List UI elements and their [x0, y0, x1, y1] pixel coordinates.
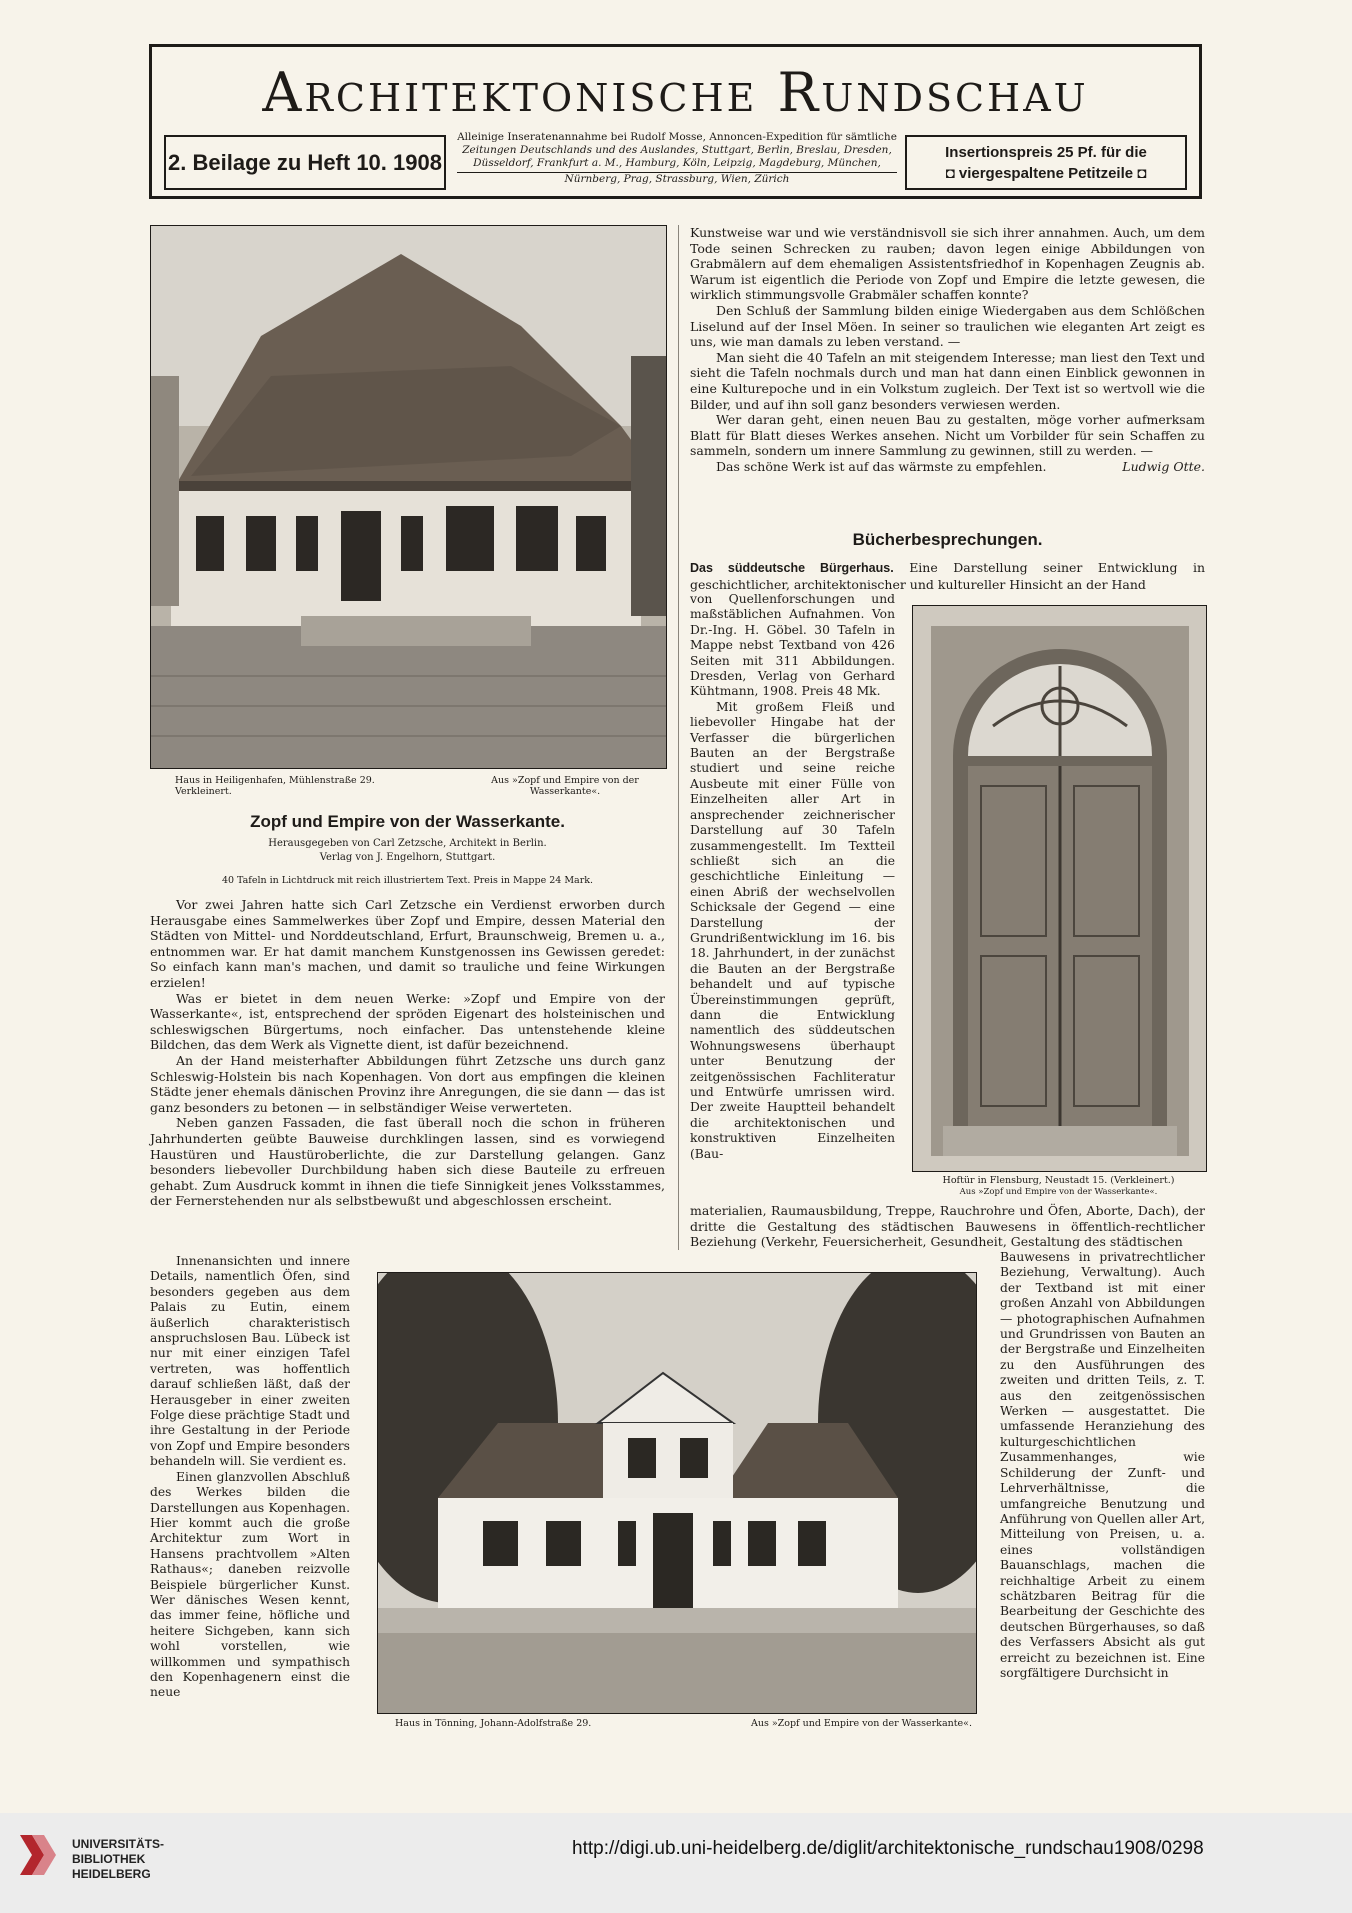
agency-line: Alleinige Inseratenannahme bei Rudolf Mosse, Annoncen-Expedition für sämtliche [457, 131, 897, 143]
library-name [72, 1837, 164, 1882]
paragraph: Was er bietet in dem neuen Werke: »Zopf und Empire von der Wasserkante«, ist, entsprechend der spröden Eigenart des holsteinischen und schleswigschen Bürgertums, noch einfacher. Das untenstehende kleine Bildchen, das dem Werk als Vignette dient, ist dafür bezeichnend. [150, 990, 665, 1053]
paragraph: Einen glanzvollen Abschluß des Werkes bilden die Darstellungen aus Kopenhagen. Hier kommt auch die große Architektur zum Wort in Hansens prachtvollem »Alten Rathaus«; daneben reizvolle Beispiele bürgerlicher Kunst. Wer dänisches Wesen kennt, das immer feine, höfliche und heitere Sichgeben, kann sich wohl vorstellen, wie willkommen und sympathisch den Kopenhagenern einst die neue [150, 1469, 350, 1700]
paragraph: Neben ganzen Fassaden, die fast überall noch die schon in früheren Jahrhunderten geübte Bauweise durchklingen lassen, sind es vorwiegend Haustüren und Haustüroberlichte, die zur Darstellung gelangen. Ganz besonders liebevoller Durchbildung haben sich diese Bauteile zu erfreuen gehabt. Zum Ausdruck kommt in ihnen die tiefe Sinnigkeit jenes Volksstammes, der Fernerstehenden nur als selbstbewußt und abgeschlossen erscheint. [150, 1115, 665, 1209]
reviews-narrow-body-2 [1000, 1250, 1205, 1681]
reviews-narrow-body [690, 592, 895, 1162]
paragraph: Vor zwei Jahren hatte sich Carl Zetzsche ein Verdienst erworben durch Herausgabe eines Sammelwerkes über Zopf und Empire, dessen Material den Städten von Mittel- und Norddeutschland, Erfurt, Braunschweig, Bremen u. a., entnommen war. Er hat damit manchem Kunstgenossen ins Gewissen geredet: So einfach kann man's machen, und damit so trauliche und feine Wirkungen erzielen! [150, 897, 665, 990]
article1-body [150, 897, 665, 1209]
book-title: Das süddeutsche Bürgerhaus. [690, 561, 894, 575]
agency-line: Zeitungen Deutschlands und des Auslandes, Stuttgart, Berlin, Breslau, Dresden, [462, 144, 892, 156]
photo2-caption1: Hoftür in Flensburg, Neustadt 15. (Verkleinert.) [942, 1175, 1175, 1186]
photo3-caption-left: Haus in Tönning, Johann-Adolfstraße 29. [395, 1718, 592, 1729]
issue-box: 2. Beilage zu Heft 10. 1908 [164, 135, 446, 190]
paragraph: Man sieht die 40 Tafeln an mit steigendem Interesse; man liest den Text und sieht die Tafeln nochmals durch und man hat dann einen Einblick gewonnen in eine Kulturepoche und in ein Volkstum zugleich. Der Text ist so wertvoll wie die Bilder, und auf ihn soll ganz besonders verwiesen werden. [690, 349, 1205, 412]
photo-flensburg-door [912, 605, 1207, 1172]
photo1-caption-right: Aus »Zopf und Empire von der Wasserkante«. [491, 775, 639, 797]
paragraph [690, 459, 1205, 475]
paragraph: Den Schluß der Sammlung bilden einige Wiedergaben aus dem Schlößchen Liselund auf der Insel Möen. In seiner so traulichen wie eleganten Art zeigt es uns, wie man damals zu leben verstand. — [690, 302, 1205, 350]
paragraph: Innenansichten und innere Details, namentlich Öfen, sind besonders gegeben aus dem Palais zu Eutin, einem äußerlich charakteristisch anspruchslosen Bau. Lübeck ist nur mit einer einzigen Tafel vertreten, was hoffentlich darauf schließen läßt, daß der Herausgeber in einer zweiten Folge diese prächtige Stadt und ihre Gestaltung in der Periode von Zopf und Empire besonders behandeln will. Sie verdient es. [150, 1254, 350, 1469]
paragraph [690, 560, 1205, 592]
price-box [905, 135, 1187, 190]
masthead [149, 44, 1202, 199]
paragraph: Bauwesens in privatrechtlicher Beziehung, Verwaltung). Auch der Textband ist mit einer großen Anzahl von Abbildungen — photographischen Aufnahmen und Grundrissen von Bauten an der Bergstraße und Einzelheiten zu den Ausführungen des zweiten und dritten Teils, z. T. aus den zeitgenössischen Werken — ausgestattet. Die umfassende Heranziehung des kulturgeschichtlichen Zusammenhanges, wie Schilderung der Zunft- und Lehrverhältnisse, die umfangreiche Benutzung und Anführung von Quellen aller Art, Mitteilung von Preisen, u. a. eines vollständigen Bauanschlags, machen die reichhaltige Arbeit zu einem schätzbaren Beitrag für die Bearbeitung der Geschichte des deutschen Bürgerhauses, so daß des Verfassers Absicht als gut erreicht zu bezeichnen ist. Eine sorgfältigere Durchsicht in [1000, 1250, 1205, 1680]
house-photo-illustration [378, 1273, 976, 1713]
signature: Ludwig Otte. [1122, 458, 1205, 474]
library-name-line: BIBLIOTHEK [72, 1852, 146, 1866]
permalink-url[interactable]: http://digi.ub.uni-heidelberg.de/diglit/architektonische_rundschau1908/0298 [572, 1838, 1204, 1859]
paragraph: Mit großem Fleiß und liebevoller Hingabe hat der Verfasser die bürgerlichen Bauten an der Bergstraße studiert und seine reiche Ausbeute mit einer Fülle von Einzelheiten aller Art in ansprechender zeichnerischer Darstellung auf 30 Tafeln zusammengestellt. Im Textteil schließt sich an die geschichtliche Einleitung — einen Abriß der wechselvollen Schicksale der Gegend — eine Darstellung der Grundrißentwicklung im 16. bis 18. Jahrhundert, in der zunächst die Bauten an der Bergstraße behandelt und auf typische Übereinstimmungen geprüft, dann die Entwicklung namentlich des süddeutschen Wohnungswesens überhaupt unter Benutzung der zeitgenössischen Fachliteratur und Entwürfe umrissen wird. Der zweite Hauptteil behandelt die architektonischen und konstruktiven Einzelheiten (Bau- [690, 699, 895, 1161]
photo-heiligenhafen-house [150, 225, 667, 769]
door-photo-illustration [913, 606, 1206, 1171]
column-divider [678, 225, 679, 1250]
library-name-line: HEIDELBERG [72, 1867, 151, 1881]
paragraph: An der Hand meisterhafter Abbildungen führt Zetzsche uns durch ganz Schleswig-Holstein bis nach Kopenhagen. Von dort aus empfingen die kleinen Städte jener ehemals dänischen Provinz ihre Anregungen, die sie dann — das ist ganz besonders zu betonen — in selbständiger Weise verwerteten. [150, 1052, 665, 1115]
photo2-caption2: Aus »Zopf und Empire von der Wasserkante«. [959, 1187, 1158, 1197]
price-line: ◘ viergespaltene Petitzeile ◘ [945, 165, 1147, 182]
paragraph: Wer daran geht, einen neuen Bau zu gestalten, möge vorher aufmerksam Blatt für Blatt dieses Werkes ansehen. Nicht um Vorbilder für sein Schaffen zu sammeln, sondern um innere Sammlung zu gewinnen, still zu werden. — [690, 412, 1205, 459]
article1-byline2: Verlag von J. Engelhorn, Stuttgart. [319, 852, 496, 863]
article1-continuation [690, 225, 1205, 475]
agency-notice [457, 131, 897, 186]
article1-title: Zopf und Empire von der Wasserkante. [250, 812, 565, 831]
book-subtitle: Eine Darstellung seiner Entwicklung in geschichtlicher, architektonischer und kultureller Hinsicht an der Hand [690, 560, 1206, 592]
article1-byline1: Herausgegeben von Carl Zetzsche, Architekt in Berlin. [268, 838, 547, 849]
agency-line: Nürnberg, Prag, Strassburg, Wien, Zürich [564, 173, 790, 185]
journal-title: Architektonische Rundschau [262, 61, 1089, 124]
agency-line: Düsseldorf, Frankfurt a. M., Hamburg, Köln, Leipzig, Magdeburg, München, [473, 157, 881, 169]
price-line: Insertionspreis 25 Pf. für die [945, 144, 1147, 161]
paragraph: materialien, Raumausbildung, Treppe, Rauchrohre und Öfen, Aborte, Dach), der dritte die Gestaltung des städtischen Bauwesens in öffentlich-rechtlicher Beziehung (Verkehr, Feuersicherheit, Gesundheit, Gestaltung des städtischen [690, 1203, 1205, 1250]
library-name-line: UNIVERSITÄTS- [72, 1837, 165, 1851]
paragraph: Kunstweise war und wie verständnisvoll sie sich ihrer annahmen. Auch, um dem Tode seinen Schrecken zu rauben; davon legen einige Abbildungen von Grabmälern auf dem ehemaligen Assistentsfriedhof in Kopenhagen Zeugnis ab. Warum ist eigentlich die Periode von Zopf und Empire die letzte gewesen, die wirklich stimmungsvolle Grabmäler schaffen konnte? [690, 225, 1205, 303]
house-photo-illustration [151, 226, 666, 768]
article1-narrow-body [150, 1254, 350, 1701]
article1-byline3: 40 Tafeln in Lichtdruck mit reich illustriertem Text. Preis in Mappe 24 Mark. [221, 875, 594, 886]
library-footer [0, 1813, 1352, 1913]
photo-toenning-house [377, 1272, 977, 1714]
photo1-caption-left: Haus in Heiligenhafen, Mühlenstraße 29. Verkleinert. [175, 775, 375, 797]
paragraph: von Quellenforschungen und maßstäblichen Aufnahmen. Von Dr.-Ing. H. Göbel. 30 Tafeln in Mappe nebst Textband von 426 Seiten mit 311 Abbildungen. Dresden, Verlag von Gerhard Kühtmann, 1908. Preis 48 Mk. [690, 592, 895, 699]
reviews-lead [690, 560, 1205, 592]
closing-sentence: Das schöne Werk ist auf das wärmste zu empfehlen. [716, 458, 1047, 474]
reviews-title: Bücherbesprechungen. [852, 530, 1043, 549]
photo3-caption-right: Aus »Zopf und Empire von der Wasserkante«. [750, 1718, 972, 1729]
university-library-logo-icon [18, 1833, 56, 1877]
reviews-wide-body [690, 1203, 1205, 1250]
